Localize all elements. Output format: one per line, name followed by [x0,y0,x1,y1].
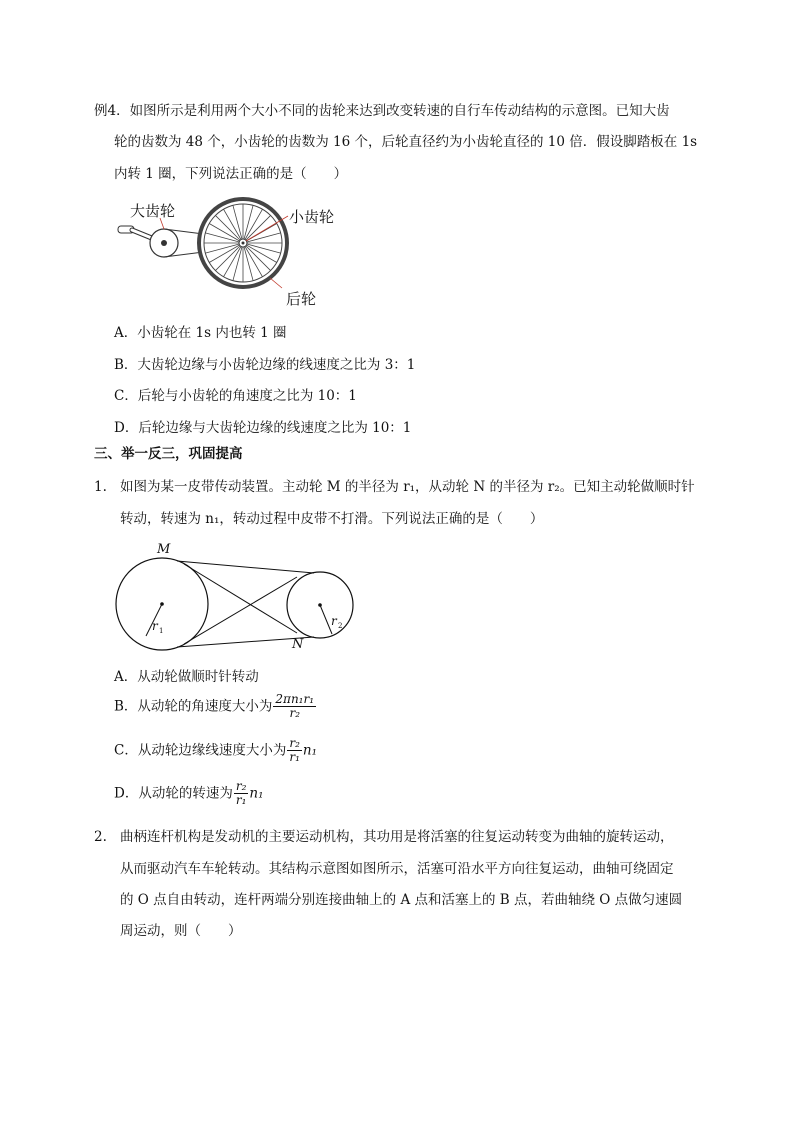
q1-line2: 转动，转速为 n₁，转动过程中皮带不打滑。下列说法正确的是（ ） [120,511,544,527]
fraction-denominator: r₂ [289,706,300,720]
q1-option-d-fraction [234,780,249,807]
label-m: M [157,542,171,557]
q1-line1: 如图为某一皮带传动装置。主动轮 M 的半径为 r₁，从动轮 N 的半径为 r₂。已知主动轮做顺时针 [120,479,695,495]
example4-line3: 内转 1 圈，下列说法正确的是（ ） [114,166,348,182]
label-r2-sub: 2 [338,622,343,630]
q1-option-c [114,737,317,764]
example4-option-d: D．后轮边缘与大齿轮边缘的线速度之比为 10：1 [114,420,412,436]
small-gear-label: 小齿轮 [289,208,335,226]
q1-option-a: A．从动轮做顺时针转动 [114,669,259,685]
q2-number: 2. [94,829,107,845]
section-heading: 三、举一反三，巩固提高 [94,446,243,462]
example4-option-a: A．小齿轮在 1s 内也转 1 圈 [114,325,287,341]
q2-line4: 周运动，则（ ） [120,923,242,939]
example4-line1: 例4．如图所示是利用两个大小不同的齿轮来达到改变转速的自行车传动结构的示意图。已知大齿 [94,103,670,119]
fraction-numerator: r₂ [235,779,247,793]
q1-number: 1. [94,479,107,495]
q1-option-d-text: D．从动轮的转速为 [114,785,233,802]
fraction-numerator: 2πn₁r₁ [275,692,315,706]
example4-option-c: C．后轮与小齿轮的角速度之比为 10：1 [114,388,357,404]
q2-line1: 曲柄连杆机构是发动机的主要运动机构，其功用是将活塞的往复运动转变为曲轴的旋转运动， [120,829,674,845]
label-r1: r [152,619,158,633]
q1-option-c-text: C．从动轮边缘线速度大小为 [114,742,287,759]
q1-option-d [114,780,263,807]
bicycle-transmission-figure [112,196,352,312]
rear-wheel-label: 后轮 [286,290,317,308]
fraction-denominator: r₁ [289,750,300,764]
label-r2: r [331,614,337,628]
big-gear-label: 大齿轮 [130,202,176,220]
q1-option-d-suffix: n₁ [249,785,264,802]
fraction-numerator: r₂ [289,736,300,750]
label-n: N [292,637,304,652]
example4-option-b: B．大齿轮边缘与小齿轮边缘的线速度之比为 3：1 [114,357,416,373]
q1-option-b-fraction [273,693,316,720]
q1-option-c-fraction [287,737,302,764]
q1-option-b [114,693,317,720]
belt-drive-figure [110,538,360,654]
q2-line3: 的 O 点自由转动，连杆两端分别连接曲轴上的 A 点和活塞上的 B 点，若曲轴绕 O 点做匀速圆 [120,892,683,908]
example4-line2: 轮的齿数为 48 个，小齿轮的齿数为 16 个，后轮直径约为小齿轮直径的 10 倍．假设脚踏板在 1s [114,134,698,150]
q2-line2: 从而驱动汽车车轮转动。其结构示意图如图所示，活塞可沿水平方向往复运动，曲轴可绕固定 [120,861,674,877]
label-r1-sub: 1 [159,627,164,635]
fraction-denominator: r₁ [235,793,247,807]
q1-option-b-text: B．从动轮的角速度大小为 [114,698,273,715]
q1-option-c-suffix: n₁ [302,742,317,759]
